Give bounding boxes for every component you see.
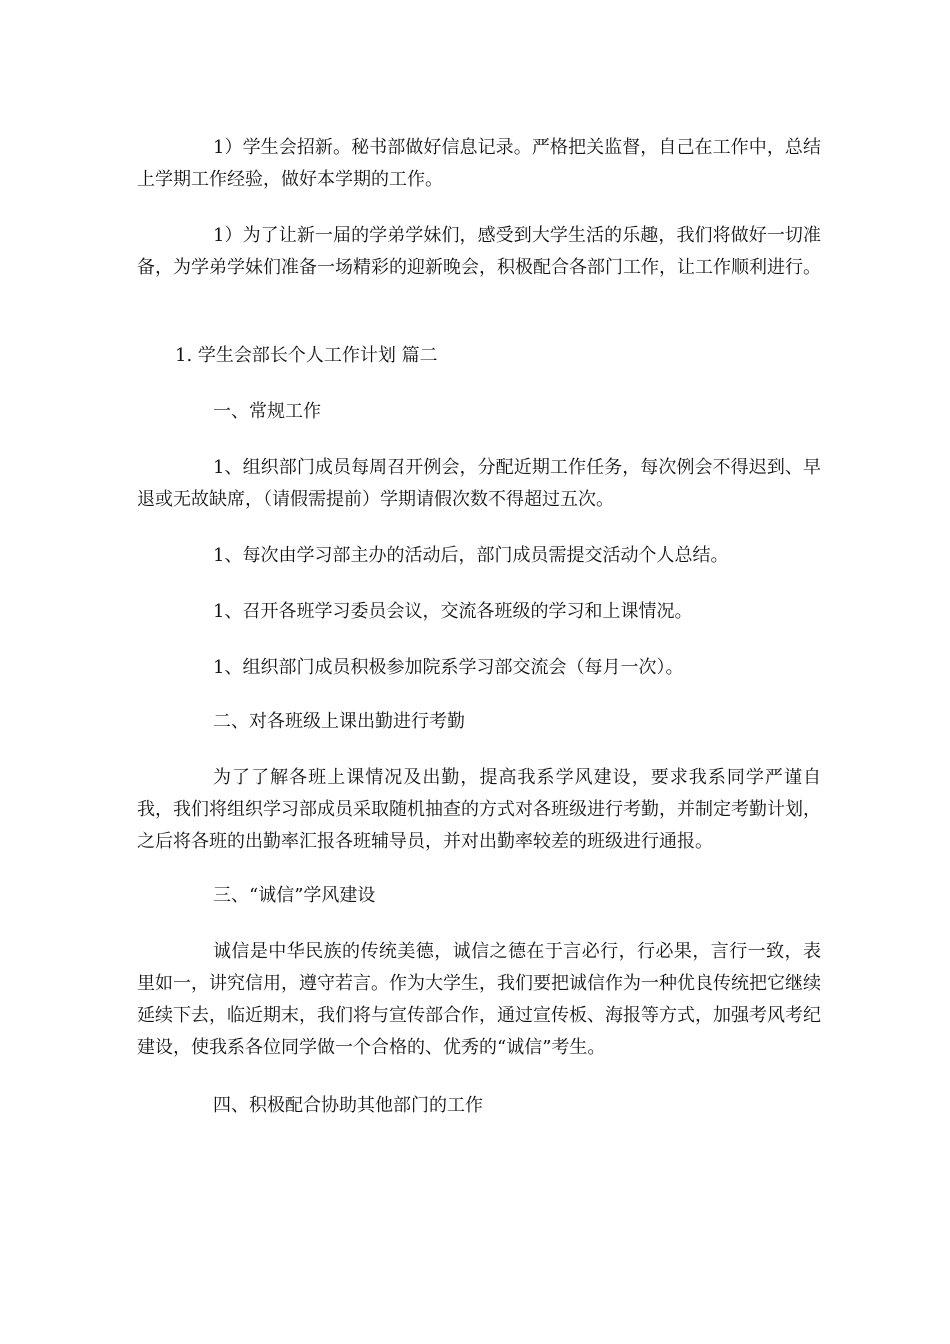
section-title: 1. 学生会部长个人工作计划 篇二	[175, 345, 438, 366]
heading-cooperation: 四、积极配合协助其他部门的工作	[213, 1095, 483, 1116]
paragraph-weekly-meeting: 1、组织部门成员每周召开例会，分配近期工作任务，每次例会不得迟到、早退或无故缺席，（请假需提前）学期请假次数不得超过五次。	[137, 457, 821, 510]
heading-attendance: 二、对各班级上课出勤进行考勤	[213, 711, 465, 732]
paragraph-integrity: 诚信是中华民族的传统美德，诚信之德在于言必行，行必果，言行一致，表里如一，讲究信用，遵守若言。作为大学生，我们要把诚信作为一种优良传统把它继续延续下去，临近期末，我们将与宣传部合作，通过宣传板、海报等方式，加强考风考纪建设，使我系各位同学做一个合格的、优秀的“诚信”考生。	[137, 941, 821, 1058]
paragraph-attendance-plan: 为了了解各班上课情况及出勤，提高我系学风建设，要求我系同学严谨自我，我们将组织学习部成员采取随机抽查的方式对各班级进行考勤，并制定考勤计划，之后将各班的出勤率汇报各班辅导员，并对出勤率较差的班级进行通报。	[137, 767, 821, 852]
paragraph-exchange-meeting: 1、组织部门成员积极参加院系学习部交流会（每月一次）。	[213, 657, 684, 678]
paragraph-welcome-party: 1）为了让新一届的学弟学妹们，感受到大学生活的乐趣，我们将做好一切准备，为学弟学妹们准备一场精彩的迎新晚会，积极配合各部门工作，让工作顺利进行。	[137, 225, 821, 278]
heading-integrity: 三、“诚信”学风建设	[213, 885, 376, 906]
paragraph-study-committee: 1、召开各班学习委员会议，交流各班级的学习和上课情况。	[213, 601, 693, 622]
paragraph-activity-summary: 1、每次由学习部主办的活动后，部门成员需提交活动个人总结。	[213, 545, 729, 566]
heading-routine-work: 一、常规工作	[213, 401, 321, 422]
paragraph-recruitment: 1）学生会招新。秘书部做好信息记录。严格把关监督，自己在工作中，总结上学期工作经验，做好本学期的工作。	[137, 137, 821, 190]
